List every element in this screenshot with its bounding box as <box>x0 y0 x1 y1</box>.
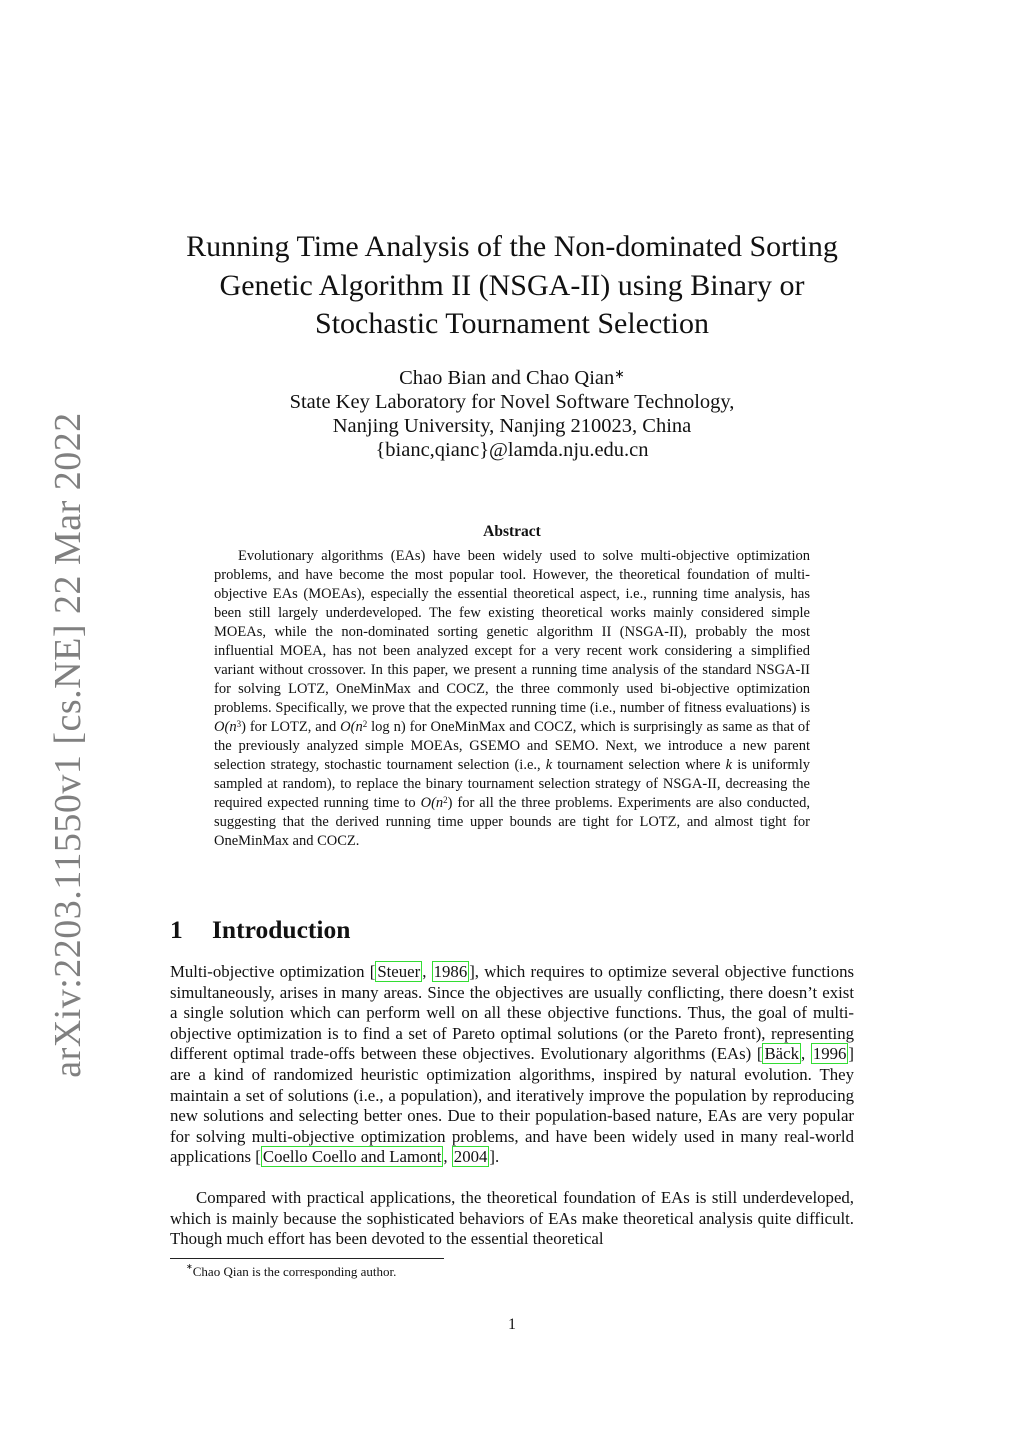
intro-paragraph: Multi-objective optimization [ Steuer , 1986 ], which requires to optimize several objective functions simultaneously, arises in many areas. Since the objectives are usually conflicting, there doesn’t exist a single solution which can perform well on all these objective functions. Thus, the goal of multi-objective optimization is to find a set of Pareto optimal solutions (or the Pareto front), representing different optimal trade-offs between these objectives. Evolutionary algorithms (EAs) [ Bäck , 1996 ] are a kind of randomized heuristic optimization algorithms, inspired by natural evolution. They maintain a set of solutions (i.e., a population), and iteratively improve the population by reproducing new solutions and selecting better ones. Due to their population-based nature, EAs are very popular for solving multi-objective optimization problems, and have been widely used in many real-world applications [ Coello Coello and Lamont , 2004 ]. <box>170 962 855 1167</box>
citation-year-link[interactable]: 2004 <box>453 1147 488 1167</box>
footnote-mark: ∗ <box>186 1261 193 1271</box>
citation-year-link[interactable]: 1996 <box>812 1044 847 1064</box>
affiliation-line: Nanjing University, Nanjing 210023, China <box>332 415 692 437</box>
author-block <box>160 366 864 462</box>
title-line: Running Time Analysis of the Non-dominated Sorting <box>186 230 838 263</box>
footnote-text: Chao Qian is the corresponding author. <box>192 1264 397 1279</box>
citation-link[interactable]: Steuer <box>377 962 421 981</box>
arxiv-identifier: arXiv:2203.11550v1 [cs.NE] 22 Mar 2022 <box>47 412 89 1078</box>
intro-paragraph: Compared with practical applications, the theoretical foundation of EAs is still underdeveloped, which is mainly because the sophisticated behaviors of EAs make theoretical analysis quite difficult. Though much effort has been devoted to the essential theoretical <box>170 1188 854 1249</box>
footnote-divider <box>170 1258 444 1259</box>
title-line: Stochastic Tournament Selection <box>315 307 709 340</box>
corresponding-author-mark: ∗ <box>614 367 625 382</box>
author-email: {bianc,qianc}@lamda.nju.edu.cn <box>375 439 649 461</box>
section-number: 1 <box>170 915 183 944</box>
citation-link[interactable]: Bäck <box>764 1044 799 1064</box>
author-names: Chao Bian and Chao Qian∗ <box>399 367 625 389</box>
section-heading-introduction <box>170 915 350 945</box>
section-title: Introduction <box>212 915 351 944</box>
citation-year-link[interactable]: 1986 <box>433 962 468 981</box>
footnote <box>186 1261 397 1280</box>
paper-title <box>140 228 884 344</box>
title-line: Genetic Algorithm II (NSGA-II) using Binary or <box>219 268 805 302</box>
affiliation-line: State Key Laboratory for Novel Software Technology, <box>289 391 735 413</box>
abstract-heading: Abstract <box>483 523 541 540</box>
citation-link[interactable]: Coello Coello and Lamont <box>262 1147 442 1167</box>
abstract-text: Evolutionary algorithms (EAs) have been widely used to solve multi-objective optimization problems, and have become the most popular tool. However, the theoretical foundation of multi-objective EAs (MOEAs), especially the essential theoretical aspect, i.e., running time analysis, has been still largely underdeveloped. The few existing theoretical works mainly considered simple MOEAs, while the non-dominated sorting genetic algorithm II (NSGA-II), probably the most influential MOEA, has not been analyzed except for a very recent work considering a simplified variant without crossover. In this paper, we present a running time analysis of the standard NSGA-II for solving LOTZ, OneMinMax and COCZ, the three commonly used bi-objective optimization problems. Specifically, we prove that the expected running time (i.e., number of fitness evaluations) is $O(n^3)$ for LOTZ, and $O(n^2$ log n) for OneMinMax and COCZ, which is surprisingly as same as that of the previously analyzed simple MOEAs, GSEMO and SEMO. Next, we introduce a new parent selection strategy, stochastic tournament selection (i.e., k tournament selection where k is uniformly sampled at random), to replace the binary tournament selection strategy of NSGA-II, decreasing the required expected running time to $O(n^2)$ for all the three problems. Experiments are also conducted, suggesting that the derived running time upper bounds are tight for LOTZ, and almost tight for OneMinMax and COCZ. <box>214 548 810 849</box>
page-number: 1 <box>508 1316 516 1333</box>
